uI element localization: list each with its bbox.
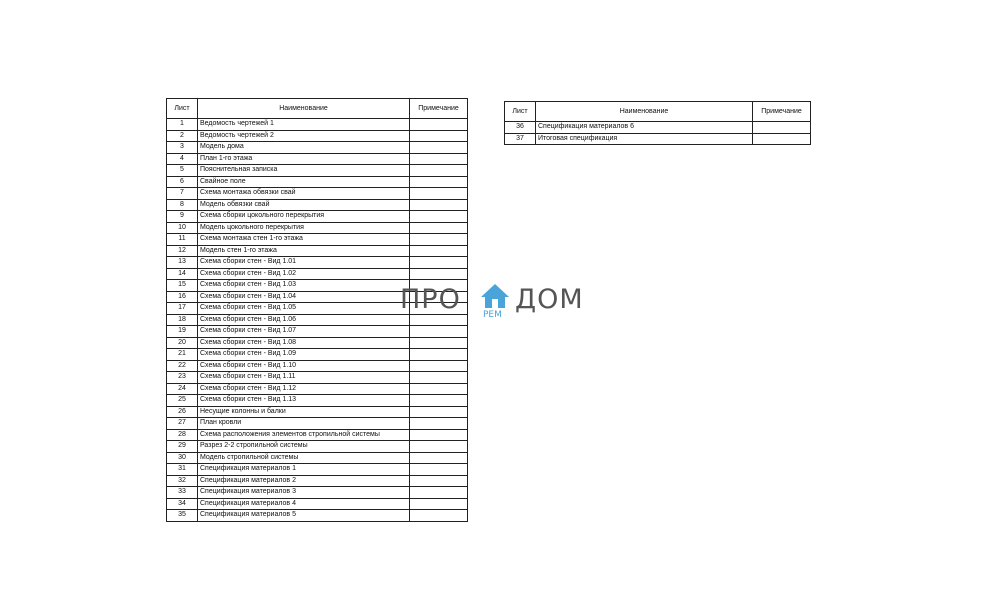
cell-sheet-number: 32 [167,475,198,487]
cell-note [410,188,468,200]
cell-sheet-name: Модель стен 1-го этажа [198,245,410,257]
cell-sheet-number: 18 [167,314,198,326]
cell-sheet-name: Схема монтажа стен 1-го этажа [198,234,410,246]
cell-note [410,406,468,418]
cell-note [410,119,468,131]
cell-note [410,487,468,499]
cell-note [410,326,468,338]
cell-sheet-number: 34 [167,498,198,510]
table-row [167,119,468,131]
cell-sheet-name: План 1-го этажа [198,153,410,165]
cell-sheet-number: 15 [167,280,198,292]
cell-note [410,372,468,384]
cell-sheet-name: Схема сборки стен - Вид 1.13 [198,395,410,407]
table-row [167,268,468,280]
table-row [167,130,468,142]
table-row [167,360,468,372]
cell-note [410,268,468,280]
cell-sheet-number: 6 [167,176,198,188]
cell-note [410,360,468,372]
cell-sheet-name: Схема сборки стен - Вид 1.11 [198,372,410,384]
cell-note [410,176,468,188]
cell-sheet-number: 24 [167,383,198,395]
cell-sheet-name: Схема сборки стен - Вид 1.06 [198,314,410,326]
cell-note [410,452,468,464]
table-body [505,122,811,145]
column-header-name: Наименование [536,102,753,122]
cell-sheet-number: 12 [167,245,198,257]
cell-note [753,122,811,134]
table-row [167,383,468,395]
cell-sheet-name: Спецификация материалов 3 [198,487,410,499]
watermark-left-text: ПРО [400,284,461,315]
cell-sheet-number: 16 [167,291,198,303]
cell-sheet-number: 21 [167,349,198,361]
table-row [167,372,468,384]
column-header-note: Примечание [753,102,811,122]
cell-sheet-name: Схема монтажа обвязки свай [198,188,410,200]
cell-sheet-number: 10 [167,222,198,234]
column-header-sheet: Лист [167,99,198,119]
cell-sheet-number: 11 [167,234,198,246]
table-row [167,487,468,499]
house-icon [479,282,511,310]
cell-note [410,165,468,177]
cell-note [410,234,468,246]
cell-sheet-number: 4 [167,153,198,165]
cell-sheet-name: Схема сборки стен - Вид 1.08 [198,337,410,349]
cell-sheet-name: Схема сборки стен - Вид 1.05 [198,303,410,315]
table-row [505,133,811,145]
cell-sheet-number: 19 [167,326,198,338]
cell-sheet-number: 7 [167,188,198,200]
table-row [167,199,468,211]
cell-note [410,475,468,487]
cell-sheet-name: План кровли [198,418,410,430]
cell-sheet-name: Модель цокольного перекрытия [198,222,410,234]
cell-sheet-number: 5 [167,165,198,177]
cell-sheet-number: 13 [167,257,198,269]
cell-sheet-name: Пояснительная записка [198,165,410,177]
cell-sheet-name: Схема сборки стен - Вид 1.01 [198,257,410,269]
cell-note [410,510,468,522]
cell-sheet-number: 20 [167,337,198,349]
cell-sheet-name: Схема сборки цокольного перекрытия [198,211,410,223]
table-row [167,464,468,476]
cell-sheet-name: Спецификация материалов 4 [198,498,410,510]
cell-sheet-name: Схема сборки стен - Вид 1.10 [198,360,410,372]
cell-sheet-number: 28 [167,429,198,441]
table-row [167,257,468,269]
cell-sheet-name: Модель дома [198,142,410,154]
table-row [167,326,468,338]
cell-sheet-number: 1 [167,119,198,131]
table-row [167,337,468,349]
table-header-row [505,102,811,122]
cell-sheet-name: Ведомость чертежей 2 [198,130,410,142]
cell-note [410,395,468,407]
cell-sheet-name: Схема сборки стен - Вид 1.09 [198,349,410,361]
cell-sheet-name: Несущие колонны и балки [198,406,410,418]
cell-sheet-number: 14 [167,268,198,280]
cell-note [410,498,468,510]
cell-note [410,441,468,453]
table-row [167,418,468,430]
table-row [167,234,468,246]
cell-sheet-name: Схема сборки стен - Вид 1.03 [198,280,410,292]
cell-sheet-number: 30 [167,452,198,464]
cell-sheet-name: Спецификация материалов 5 [198,510,410,522]
cell-sheet-number: 33 [167,487,198,499]
table-row [167,429,468,441]
cell-note [410,211,468,223]
cell-sheet-number: 9 [167,211,198,223]
table-row [167,395,468,407]
cell-note [410,464,468,476]
cell-sheet-number: 27 [167,418,198,430]
table-row [167,176,468,188]
cell-note [410,383,468,395]
cell-sheet-number: 23 [167,372,198,384]
cell-sheet-name: Схема сборки стен - Вид 1.04 [198,291,410,303]
cell-sheet-number: 8 [167,199,198,211]
cell-note [410,337,468,349]
cell-sheet-number: 29 [167,441,198,453]
table-row [167,441,468,453]
cell-sheet-number: 25 [167,395,198,407]
cell-sheet-name: Модель обвязки свай [198,199,410,211]
cell-note [410,245,468,257]
table-row [167,188,468,200]
cell-note [410,130,468,142]
column-header-note: Примечание [410,99,468,119]
watermark-right-text: ДОМ [515,284,584,315]
cell-sheet-number: 31 [167,464,198,476]
cell-sheet-name: Схема сборки стен - Вид 1.02 [198,268,410,280]
table-row [167,222,468,234]
table-row [167,349,468,361]
cell-note [753,133,811,145]
cell-sheet-name: Спецификация материалов 1 [198,464,410,476]
column-header-sheet: Лист [505,102,536,122]
cell-note [410,142,468,154]
cell-sheet-name: Схема расположения элементов стропильной системы [198,429,410,441]
cell-sheet-name: Спецификация материалов 2 [198,475,410,487]
cell-note [410,429,468,441]
cell-sheet-number: 3 [167,142,198,154]
cell-sheet-name: Схема сборки стен - Вид 1.07 [198,326,410,338]
column-header-name: Наименование [198,99,410,119]
table-row [167,452,468,464]
cell-sheet-number: 35 [167,510,198,522]
cell-sheet-number: 37 [505,133,536,145]
cell-sheet-name: Свайное поле [198,176,410,188]
table-row [167,475,468,487]
table-header-row [167,99,468,119]
cell-sheet-name: Разрез 2-2 стропильной системы [198,441,410,453]
cell-sheet-number: 36 [505,122,536,134]
cell-note [410,222,468,234]
cell-note [410,349,468,361]
watermark-logo [400,282,600,322]
table-row [505,122,811,134]
table-row [167,245,468,257]
cell-note [410,199,468,211]
cell-sheet-name: Модель стропильной системы [198,452,410,464]
cell-note [410,257,468,269]
table-row [167,153,468,165]
table-row [167,142,468,154]
table-row [167,165,468,177]
cell-sheet-number: 22 [167,360,198,372]
table-row [167,510,468,522]
table-row [167,211,468,223]
cell-sheet-number: 17 [167,303,198,315]
cell-sheet-number: 2 [167,130,198,142]
cell-sheet-name: Схема сборки стен - Вид 1.12 [198,383,410,395]
cell-sheet-name: Спецификация материалов 6 [536,122,753,134]
cell-sheet-name: Ведомость чертежей 1 [198,119,410,131]
cell-sheet-name: Итоговая спецификация [536,133,753,145]
drawing-list-table-2 [504,101,811,145]
cell-note [410,418,468,430]
watermark-sub-text: РЕМ [483,310,502,320]
cell-note [410,153,468,165]
cell-sheet-number: 26 [167,406,198,418]
table-row [167,406,468,418]
table-row [167,498,468,510]
